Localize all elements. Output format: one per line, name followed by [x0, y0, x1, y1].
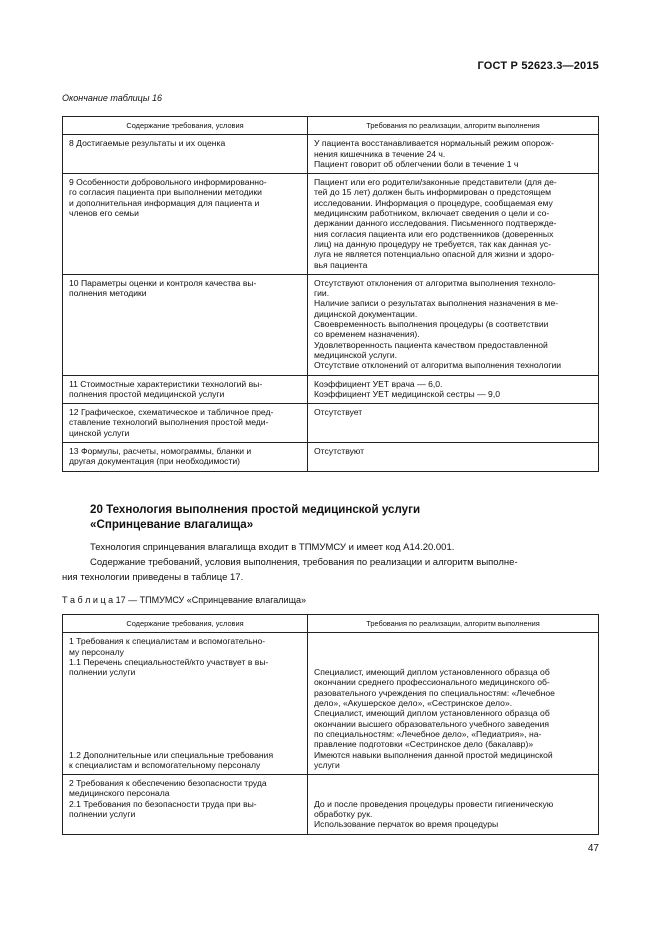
cell-line: со временем назначения).: [314, 329, 420, 340]
page-number: 47: [587, 843, 599, 854]
cell-line: [314, 778, 592, 788]
cell-line: цинской услуги: [69, 427, 130, 438]
cell-line: медицинского персонала: [69, 788, 170, 799]
cell-line: [69, 688, 302, 698]
table17-caption-label: Т а б л и ц а: [62, 595, 114, 605]
cell-line: [69, 739, 302, 749]
cell-line: и дополнительная информация для пациента и: [69, 197, 260, 208]
cell-line: полнении услуги: [69, 667, 136, 678]
cell-line: [314, 647, 592, 657]
cell-line: [314, 636, 592, 646]
implementation-cell: [308, 174, 599, 275]
cell-line: правление подготовки «Сестринское дело (бакалавр)»: [314, 739, 534, 750]
cell-line: Специалист, имеющий диплом установленного образца об: [314, 708, 550, 719]
cell-line: полнении услуги: [69, 809, 136, 820]
table16-col2-header: Требования по реализации, алгоритм выполнения: [308, 117, 599, 135]
cell-line: Своевременность выполнения процедуры (в соответствии: [314, 319, 549, 330]
table17-col2-header: Требования по реализации, алгоритм выполнения: [308, 615, 599, 633]
implementation-cell: [308, 775, 599, 834]
table-16: [62, 116, 599, 472]
cell-line: дело», «Акушерское дело», «Сестринское дело».: [314, 698, 513, 709]
table-row: [63, 775, 599, 834]
implementation-cell: [308, 633, 599, 775]
cell-line: 2.1 Требования по безопасности труда при вы-: [69, 798, 257, 809]
cell-line: ставление технологий выполнения простой меди-: [69, 417, 269, 428]
implementation-cell: [308, 135, 599, 174]
paragraph-2-line1: Содержание требований, условия выполнения, требования по реализации и алгоритм выполне-: [90, 557, 518, 568]
cell-line: У пациента восстанавливается нормальный режим опорож-: [314, 138, 554, 149]
cell-line: 1.1 Перечень специальностей/кто участвует в вы-: [69, 656, 269, 667]
table17-col1-header: Содержание требования, условия: [63, 615, 308, 633]
cell-line: Имеются навыки выполнения данной простой медицинской: [314, 749, 553, 760]
table-row: [63, 274, 599, 375]
table-row: [63, 135, 599, 174]
cell-line: [314, 788, 592, 798]
cell-line: 12 Графическое, схематическое и табличное пред-: [69, 407, 274, 418]
implementation-cell: [308, 375, 599, 404]
cell-line: разовательного учреждения по специальностям: «Лечебное: [314, 687, 555, 698]
cell-line: по специальностям: «Лечебное дело», «Педиатрия», на-: [314, 728, 542, 739]
cell-line: услуги: [314, 759, 340, 770]
cell-line: [69, 677, 302, 687]
requirement-cell: [63, 404, 308, 443]
cell-line: 9 Особенности добровольного информированно-: [69, 177, 267, 188]
cell-line: 1 Требования к специалистам и вспомогательно-: [69, 636, 266, 647]
paragraph-2-line2: ния технологии приведены в таблице 17.: [62, 571, 244, 583]
cell-line: медицинской услуги.: [314, 349, 398, 360]
section-paragraph-2: [62, 556, 598, 585]
requirement-cell: [63, 135, 308, 174]
requirement-cell: [63, 375, 308, 404]
table17-caption: [62, 595, 306, 605]
section-heading-line1: 20 Технология выполнения простой медицинской услуги: [90, 503, 421, 516]
table16-body: [63, 135, 599, 471]
table17-header-row: [63, 615, 599, 633]
section-heading-line2: «Спринцевание влагалища»: [90, 518, 254, 531]
table16-header-row: [63, 117, 599, 135]
cell-line: держании данного исследования. Письменного подтвержде-: [314, 218, 557, 229]
requirement-cell: [63, 274, 308, 375]
cell-line: полнения методики: [69, 288, 147, 299]
cell-line: [69, 698, 302, 708]
cell-line: му персоналу: [69, 646, 124, 657]
table-row: [63, 404, 599, 443]
cell-line: луга не является потенциально опасной для жизни и здоро-: [314, 249, 555, 260]
table-17: [62, 614, 599, 835]
cell-line: дицинской документации.: [314, 308, 418, 319]
requirement-cell: [63, 775, 308, 834]
table17-caption-text: 17 — ТПМУМСУ «Спринцевание влагалища»: [115, 595, 306, 605]
cell-line: Удовлетворенность пациента качеством предоставленной: [314, 339, 548, 350]
cell-line: исследовании. Информация о процедуре, сообщаемая ему: [314, 197, 553, 208]
cell-line: другая документация (при необходимости): [69, 456, 241, 467]
cell-line: полнения простой медицинской услуги: [69, 388, 225, 399]
implementation-cell: [308, 274, 599, 375]
cell-line: 10 Параметры оценки и контроля качества вы-: [69, 277, 257, 288]
cell-line: членов его семьи: [69, 208, 139, 219]
section-paragraph-1: Технология спринцевания влагалища входит в ТПМУМСУ и имеет код А14.20.001.: [90, 542, 455, 553]
cell-line: 2 Требования к обеспечению безопасности труда: [69, 778, 267, 789]
table16-caption: Окончание таблицы 16: [62, 93, 162, 103]
table-row: [63, 375, 599, 404]
cell-line: к специалистам и вспомогательному персоналу: [69, 759, 261, 770]
table17-body: [63, 633, 599, 834]
cell-line: Коэффициент УЕТ врача — 6,0.: [314, 378, 443, 389]
cell-line: Отсутствуют отклонения от алгоритма выполнения техноло-: [314, 277, 556, 288]
cell-line: медицинским работником, включает сведения о цели и со-: [314, 208, 550, 219]
cell-line: 13 Формулы, расчеты, номограммы, бланки и: [69, 446, 252, 457]
document-code: ГОСТ Р 52623.3—2015: [477, 60, 599, 72]
requirement-cell: [63, 443, 308, 472]
cell-line: обработку рук.: [314, 809, 373, 820]
cell-line: [69, 729, 302, 739]
cell-line: 1.2 Дополнительные или специальные требования: [69, 749, 274, 760]
requirement-cell: [63, 174, 308, 275]
cell-line: тей до 15 лет) должен быть информирован о предстоящем: [314, 187, 552, 198]
cell-line: окончании высшего образовательного учебного заведения: [314, 718, 550, 729]
cell-line: Отсутствует: [314, 407, 363, 418]
cell-line: ния согласия пациента или его родственников (доверенных: [314, 228, 554, 239]
table16-col1-header: Содержание требования, условия: [63, 117, 308, 135]
cell-line: [314, 657, 592, 667]
cell-line: Отсутствие отклонений от алгоритма выполнения технологии: [314, 360, 562, 371]
cell-line: Наличие записи о результатах выполнения назначения в ме-: [314, 298, 559, 309]
implementation-cell: [308, 443, 599, 472]
cell-line: [69, 719, 302, 729]
cell-line: Пациент говорит об облегчении боли в течение 1 ч: [314, 158, 519, 169]
cell-line: До и после проведения процедуры провести гигиеническую: [314, 798, 554, 809]
cell-line: окончании среднего профессионального медицинского об-: [314, 677, 550, 688]
cell-line: Отсутствуют: [314, 446, 365, 457]
cell-line: нения кишечника в течение 24 ч.: [314, 148, 446, 159]
cell-line: Пациент или его родители/законные представители (для де-: [314, 177, 557, 188]
table-row: [63, 174, 599, 275]
cell-line: гии.: [314, 288, 330, 299]
table-row: [63, 633, 599, 775]
cell-line: Использование перчаток во время процедуры: [314, 819, 499, 830]
section-heading: [90, 502, 590, 532]
table-row: [63, 443, 599, 472]
cell-line: 8 Достигаемые результаты и их оценка: [69, 138, 226, 149]
cell-line: лиц) на данную процедуру не требуется, так как данная ус-: [314, 238, 551, 249]
implementation-cell: [308, 404, 599, 443]
cell-line: [69, 708, 302, 718]
cell-line: 11 Стоимостные характеристики технологий вы-: [69, 378, 263, 389]
cell-line: Специалист, имеющий диплом установленного образца об: [314, 667, 550, 678]
cell-line: вья пациента: [314, 259, 368, 270]
requirement-cell: [63, 633, 308, 775]
cell-line: го согласия пациента при выполнении методики: [69, 187, 262, 198]
cell-line: Коэффициент УЕТ медицинской сестры — 9,0: [314, 388, 500, 399]
